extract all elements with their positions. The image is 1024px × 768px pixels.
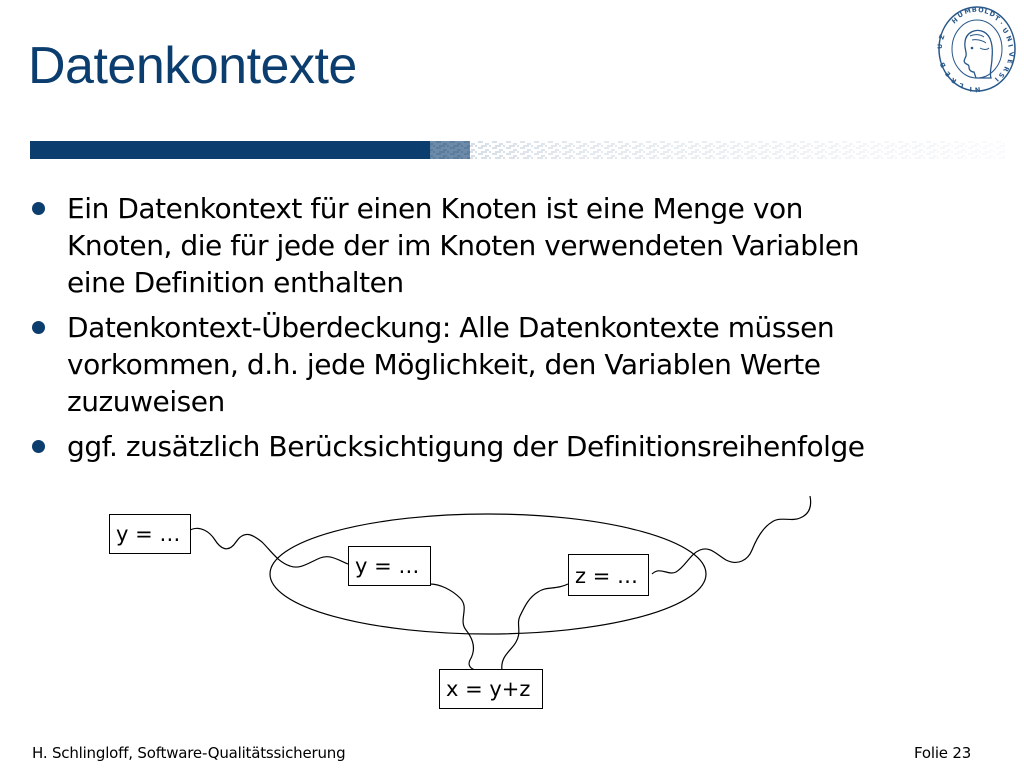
svg-text:U: U bbox=[1000, 26, 1010, 36]
svg-text:U: U bbox=[956, 10, 965, 20]
svg-text:I: I bbox=[969, 84, 973, 93]
edge-z-inner-to-x bbox=[502, 584, 568, 670]
footer-page-number: Folie 23 bbox=[914, 744, 972, 762]
bullet-line: ggf. zusätzlich Berücksichtigung der Definitionsreihenfolge bbox=[67, 430, 865, 463]
svg-text:L: L bbox=[958, 80, 965, 90]
svg-text:·: · bbox=[997, 19, 1005, 28]
svg-text:N: N bbox=[1004, 34, 1014, 43]
svg-text:R: R bbox=[949, 75, 958, 86]
bullet-item bbox=[30, 190, 990, 301]
svg-text:Z: Z bbox=[937, 33, 947, 41]
title-bar bbox=[30, 141, 1005, 159]
bullet-item bbox=[30, 309, 990, 420]
bullet-icon bbox=[32, 321, 45, 334]
edge-right-to-z bbox=[652, 496, 811, 574]
svg-text:B: B bbox=[971, 5, 978, 14]
university-seal-icon bbox=[936, 4, 1018, 94]
svg-text:L: L bbox=[983, 7, 990, 16]
svg-text:M: M bbox=[963, 6, 972, 16]
bullet-icon bbox=[32, 440, 45, 453]
svg-text:O: O bbox=[977, 6, 985, 15]
bullet-line: zuzuweisen bbox=[67, 385, 225, 418]
edge-y-inner-to-x bbox=[430, 584, 482, 671]
svg-text:I: I bbox=[1006, 43, 1015, 48]
svg-text:B: B bbox=[938, 60, 948, 69]
bullet-icon bbox=[32, 202, 45, 215]
node-y-definition-outer: y = … bbox=[109, 514, 191, 554]
bullet-line: Datenkontext-Überdeckung: Alle Datenkontexte müssen bbox=[67, 311, 835, 344]
footer-author-course: H. Schlingloff, Software-Qualitätssicherung bbox=[32, 744, 346, 762]
svg-text:E: E bbox=[1005, 58, 1014, 65]
svg-text:U: U bbox=[936, 43, 944, 49]
svg-text:N: N bbox=[974, 85, 981, 94]
node-y-definition-inner: y = … bbox=[348, 546, 431, 586]
bullet-line: Ein Datenkontext für einen Knoten ist eine Menge von bbox=[67, 192, 803, 225]
bullet-line: Knoten, die für jede der im Knoten verwendeten Variablen bbox=[67, 229, 859, 262]
svg-text:V: V bbox=[1007, 51, 1016, 58]
bullet-line: vorkommen, d.h. jede Möglichkeit, den Variablen Werte bbox=[67, 348, 821, 381]
svg-text:I: I bbox=[992, 75, 1001, 83]
bullet-list bbox=[30, 190, 990, 473]
svg-text:E: E bbox=[943, 69, 953, 79]
data-context-diagram bbox=[0, 480, 1024, 720]
svg-text:R: R bbox=[1001, 65, 1011, 73]
svg-text:D: D bbox=[988, 9, 997, 19]
slide-title: Datenkontexte bbox=[28, 37, 357, 95]
svg-text:T: T bbox=[992, 13, 1001, 24]
bullet-line: eine Definition enthalten bbox=[67, 266, 404, 299]
node-z-definition-inner: z = … bbox=[568, 554, 649, 596]
node-x-usage: x = y+z bbox=[439, 669, 543, 709]
svg-text:S: S bbox=[996, 70, 1006, 80]
svg-text:H: H bbox=[950, 15, 960, 26]
bullet-item bbox=[30, 428, 990, 465]
